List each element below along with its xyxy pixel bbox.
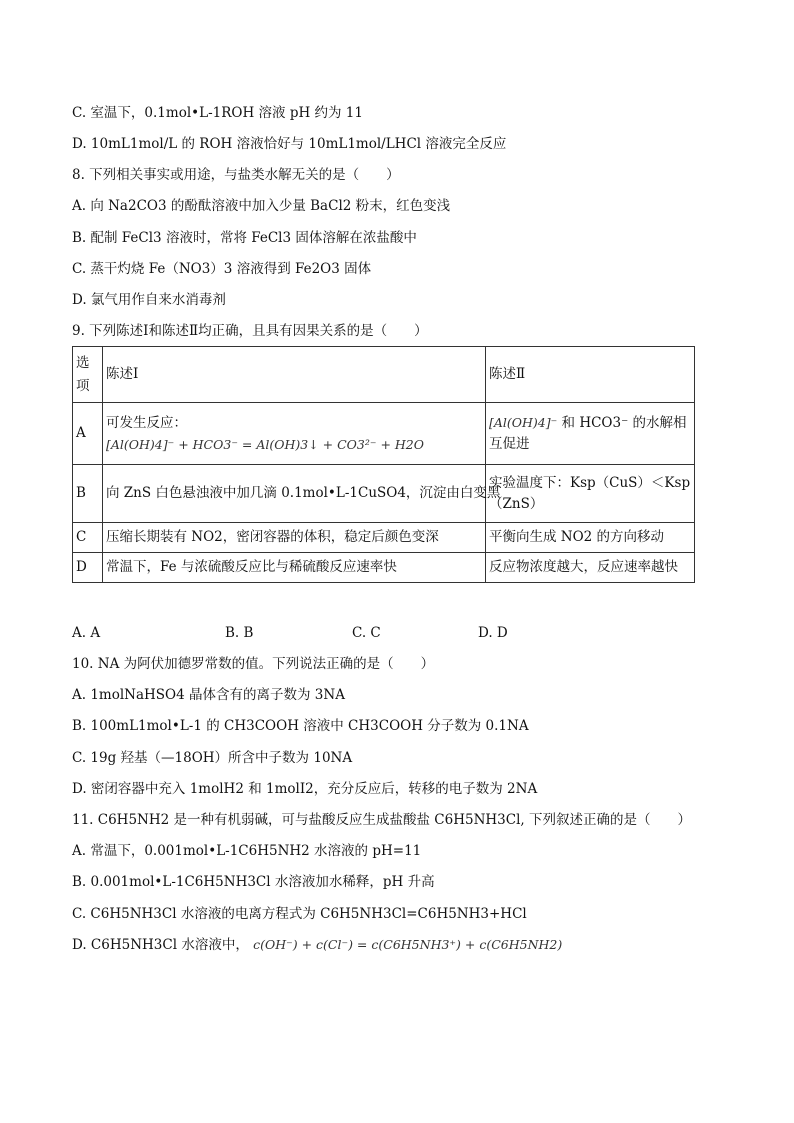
q8-option-d-text: D. 氯气用作自来水消毒剂	[72, 292, 226, 308]
q8-option-c-text: C. 蒸干灼烧 Fe（NO3）3 溶液得到 Fe2O3 固体	[72, 261, 372, 277]
header-statement-1: 陈述Ⅰ	[103, 347, 486, 403]
table-row	[73, 403, 695, 465]
q9-option-b: B. B	[225, 625, 254, 641]
q10-option-a	[72, 686, 345, 704]
row-statement-1: 常温下，Fe 与浓硫酸反应比与稀硫酸反应速率快	[103, 553, 486, 583]
q10-stem	[72, 655, 434, 673]
q11-option-c-text: C. C6H5NH3Cl 水溶液的电离方程式为 C6H5NH3Cl=C6H5NH3+HCl	[72, 906, 527, 922]
q11-option-d-text: D. C6H5NH3Cl 水溶液中，	[72, 937, 249, 953]
q11-option-a	[72, 842, 421, 860]
header-statement-2: 陈述Ⅱ	[486, 347, 695, 403]
q10-option-c-text: C. 19g 羟基（—18OH）所含中子数为 10NA	[72, 750, 353, 766]
q10-option-d-text: D. 密闭容器中充入 1molH2 和 1molI2，充分反应后，转移的电子数为 2NA	[72, 781, 538, 797]
q10-option-a-text: A. 1molNaHSO4 晶体含有的离子数为 3NA	[72, 687, 345, 703]
q8-option-b	[72, 229, 417, 247]
charge-balance-equation: c(OH⁻) + c(Cl⁻) = c(C6H5NH3⁺) + c(C6H5NH2)	[253, 937, 563, 952]
row-statement-2: 实验温度下：Ksp（CuS）＜Ksp（ZnS）	[486, 465, 695, 523]
table-row	[73, 523, 695, 553]
q11-stem	[72, 811, 691, 829]
table-row	[73, 553, 695, 583]
q8-option-c	[72, 260, 371, 278]
row-option-cell: A	[73, 403, 103, 465]
row-option-cell: C	[73, 523, 103, 553]
q7-option-d-text: D. 10mL1mol/L 的 ROH 溶液恰好与 10mL1mol/LHCl 溶液完全反应	[72, 136, 507, 152]
q11-option-c	[72, 905, 527, 923]
q8-option-a	[72, 197, 450, 215]
table-row	[73, 465, 695, 523]
q10-option-b	[72, 717, 529, 735]
q9-option-c: C. C	[352, 625, 381, 641]
q11-option-b	[72, 873, 435, 891]
row-option-cell: B	[73, 465, 103, 523]
row-statement-2	[486, 403, 695, 465]
q7-option-c	[72, 104, 363, 122]
q8-option-b-text: B. 配制 FeCl3 溶液时，常将 FeCl3 固体溶解在浓盐酸中	[72, 230, 417, 246]
row-statement-1: 向 ZnS 白色悬浊液中加几滴 0.1mol•L-1CuSO4，沉淀由白变黑	[103, 465, 486, 523]
reaction-equation: [Al(OH)4]⁻ + HCO3⁻ = Al(OH)3↓ + CO3²⁻ + H2O	[106, 436, 425, 452]
q9-option-a: A. A	[72, 625, 101, 641]
q11-option-d	[72, 936, 562, 954]
q9-comparison-table	[72, 346, 695, 583]
row-option-cell: D	[73, 553, 103, 583]
statement-text: 和 HCO3⁻ 的水解相互促进	[489, 415, 687, 452]
row-statement-2: 平衡向生成 NO2 的方向移动	[486, 523, 695, 553]
q8-option-a-text: A. 向 Na2CO3 的酚酞溶液中加入少量 BaCl2 粉末，红色变浅	[72, 198, 451, 214]
q8-stem-text: 8. 下列相关事实或用途，与盐类水解无关的是（ ）	[72, 167, 400, 183]
table-header-row	[73, 347, 695, 403]
row-statement-2: 反应物浓度越大，反应速率越快	[486, 553, 695, 583]
aluminate-ion: [Al(OH)4]⁻	[489, 415, 558, 430]
q9-option-d: D. D	[478, 625, 508, 641]
statement-text: 可发生反应：	[106, 414, 187, 431]
q9-stem	[72, 322, 428, 340]
q10-option-b-text: B. 100mL1mol•L-1 的 CH3COOH 溶液中 CH3COOH 分子数为 0.1NA	[72, 718, 529, 734]
row-statement-1: 压缩长期装有 NO2，密闭容器的体积，稳定后颜色变深	[103, 523, 486, 553]
q7-option-c-text: C. 室温下，0.1mol•L-1ROH 溶液 pH 约为 11	[72, 105, 363, 121]
q8-option-d	[72, 291, 226, 309]
q9-stem-text: 9. 下列陈述Ⅰ和陈述Ⅱ均正确，且具有因果关系的是（ ）	[72, 323, 428, 339]
q10-option-c	[72, 749, 352, 767]
q11-option-b-text: B. 0.001mol•L-1C6H5NH3Cl 水溶液加水稀释，pH 升高	[72, 874, 435, 890]
q11-stem-text: 11. C6H5NH2 是一种有机弱碱，可与盐酸反应生成盐酸盐 C6H5NH3Cl, 下列叙述正确的是（ ）	[72, 812, 691, 828]
header-option-cell: 选项	[73, 347, 103, 403]
q10-stem-text: 10. NA 为阿伏加德罗常数的值。下列说法正确的是（ ）	[72, 656, 435, 672]
q7-option-d	[72, 135, 506, 153]
q10-option-d	[72, 780, 537, 798]
row-statement-1	[103, 403, 486, 465]
q8-stem	[72, 166, 400, 184]
q11-option-a-text: A. 常温下，0.001mol•L-1C6H5NH2 水溶液的 pH=11	[72, 843, 422, 859]
